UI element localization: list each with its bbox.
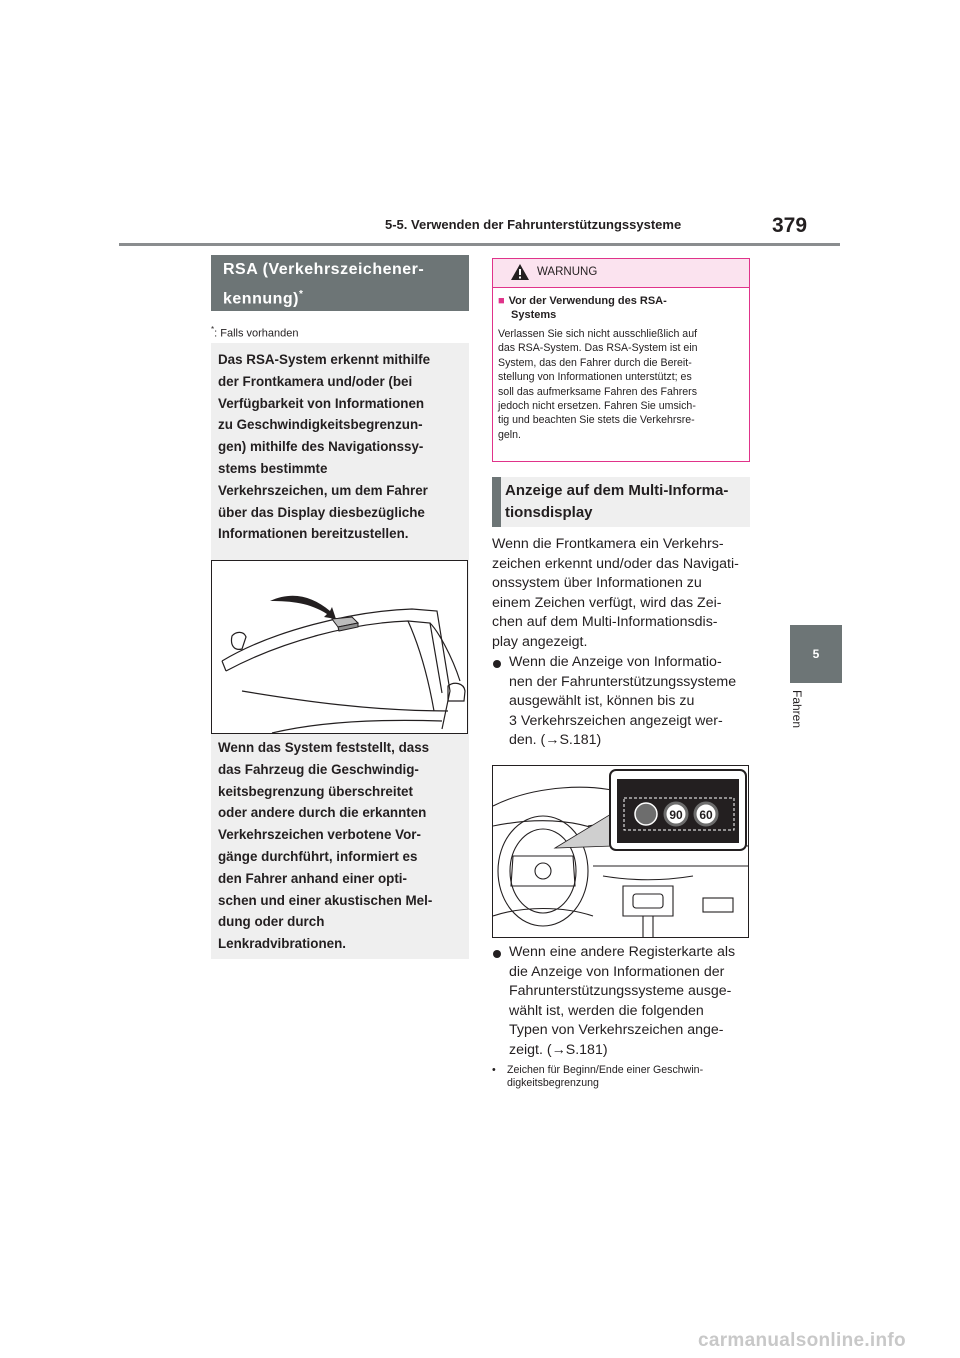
page-number: 379 — [772, 214, 808, 237]
rsa-intro-text — [218, 349, 463, 545]
windshield-drawing — [212, 561, 467, 733]
footnote — [211, 325, 299, 340]
text-line: zeichen erkennt und/oder das Navigati- — [492, 555, 739, 572]
text-line: oder andere durch die erkannten — [218, 805, 427, 821]
text-line: Verfügbarkeit von Informationen — [218, 395, 425, 411]
footnote-text: : Falls vorhanden — [214, 327, 299, 340]
rsa-heading-footnote-marker: * — [299, 289, 304, 300]
text-line: soll das aufmerksame Fahren des Fahrers — [498, 385, 698, 398]
text-line: Vor der Verwendung des RSA- — [508, 295, 667, 307]
text-line: tig und beachten Sie stets die Verkehrsre- — [498, 414, 695, 427]
rsa-heading-line2: kennung) — [223, 290, 299, 308]
display-section-body — [492, 535, 750, 652]
sub-bullet-marker: • — [492, 1064, 496, 1076]
text-line: Wenn die Anzeige von Informatio- — [509, 654, 722, 670]
warning-triangle-icon — [510, 263, 530, 281]
rsa-heading-line1: RSA (Verkehrszeichener- — [223, 261, 425, 278]
text-line: Lenkradvibrationen. — [218, 936, 346, 952]
bullet-item-other-tab — [509, 943, 753, 1060]
text-line: Systems — [511, 309, 557, 321]
watermark: carmanualsonline.info — [698, 1330, 906, 1351]
text-line: onssystem über Informationen zu — [492, 575, 702, 591]
warning-box — [492, 258, 750, 462]
text-line: geln. — [498, 428, 521, 441]
warning-body — [498, 327, 744, 442]
text-line: den. (→S.181) — [509, 732, 602, 748]
text-line: stems bestimmte — [218, 460, 328, 476]
bullet-item-info-tab — [509, 653, 753, 751]
text-line: stellung von Informationen unterstützt; es — [498, 371, 692, 384]
text-line: Informationen bereitzustellen. — [218, 526, 409, 542]
text-line: chen auf dem Multi-Informationsdis- — [492, 614, 718, 630]
text-line: 3 Verkehrszeichen angezeigt wer- — [509, 712, 723, 729]
text-line: Wenn eine andere Registerkarte als — [509, 944, 736, 960]
square-bullet-icon: ■ — [498, 295, 505, 307]
bullet-dot-icon — [493, 950, 501, 958]
text-line: Verkehrszeichen, um dem Fahrer — [218, 482, 428, 498]
display-section-heading — [492, 477, 750, 527]
text-line: das RSA-System. Das RSA-System ist ein — [498, 342, 698, 355]
text-line: zeigt. (→S.181) — [509, 1041, 608, 1058]
text-line: digkeitsbegrenzung — [507, 1076, 599, 1089]
warning-header — [493, 259, 749, 288]
text-line: über das Display diesbezügliche — [218, 504, 425, 520]
header-divider — [119, 243, 840, 246]
text-line: wählt ist, werden die folgenden — [509, 1002, 704, 1019]
text-line: Zeichen für Beginn/Ende einer Geschwin- — [507, 1064, 704, 1076]
text-line: Verlassen Sie sich nicht ausschließlich auf — [498, 328, 698, 340]
text-line: Anzeige auf dem Multi-Informa- — [505, 482, 729, 499]
warning-title: WARNUNG — [537, 266, 598, 278]
text-line: der Frontkamera und/oder (bei — [218, 373, 413, 389]
speed-limit-value: 90 — [669, 808, 683, 822]
text-line: play angezeigt. — [492, 633, 588, 650]
text-line: die Anzeige von Informationen der — [509, 963, 725, 980]
traffic-sign-icon — [635, 803, 657, 825]
text-line: dung oder durch — [218, 914, 325, 930]
warning-subheading — [498, 294, 743, 322]
text-line: den Fahrer anhand einer opti- — [218, 870, 407, 886]
text-line: keitsbegrenzung überschreitet — [218, 783, 413, 799]
text-line: gen) mithilfe des Navigationssy- — [218, 439, 424, 455]
multi-info-display-screen — [610, 770, 746, 850]
text-line: System, das den Fahrer durch die Bereit- — [498, 356, 692, 369]
text-line: Das RSA-System erkennt mithilfe — [218, 352, 431, 367]
windshield-camera-illustration — [211, 560, 468, 734]
text-line: tionsdisplay — [505, 504, 593, 521]
text-line: Typen von Verkehrszeichen ange- — [509, 1022, 724, 1038]
text-line: Fahrunterstützungssysteme ausge- — [509, 983, 732, 999]
camera-module — [332, 617, 358, 631]
speed-limit-value: 60 — [699, 808, 713, 822]
text-line: einem Zeichen verfügt, wird das Zei- — [492, 594, 722, 611]
text-line: jedoch nicht ersetzen. Fahren Sie umsich- — [498, 400, 696, 413]
footnote-marker: * — [211, 325, 215, 334]
text-line: Wenn die Frontkamera ein Verkehrs- — [492, 536, 724, 552]
text-line: nen der Fahrunterstützungssysteme — [509, 673, 737, 690]
text-line: ausgewählt ist, können bis zu — [509, 693, 695, 709]
text-line: zu Geschwindigkeitsbegrenzun- — [218, 417, 423, 433]
rsa-detail-text — [218, 737, 463, 955]
text-line: Wenn das System feststellt, dass — [218, 740, 430, 755]
text-line: das Fahrzeug die Geschwindig- — [218, 761, 419, 777]
chapter-tab[interactable] — [790, 625, 842, 683]
text-line: gänge durchführt, informiert es — [218, 848, 418, 864]
chapter-label: Fahren — [790, 690, 804, 729]
running-header-title: 5-5. Verwenden der Fahrunterstützungssysteme — [385, 217, 682, 232]
text-line: schen und einer akustischen Mel- — [218, 892, 433, 908]
dashboard-display-illustration — [492, 765, 749, 938]
rsa-section-heading — [211, 255, 469, 311]
bullet-dot-icon — [493, 660, 501, 668]
pointer-arrow — [270, 596, 336, 619]
chapter-number: 5 — [812, 647, 820, 661]
text-line: Verkehrszeichen verbotene Vor- — [218, 827, 421, 843]
dashboard-drawing — [493, 766, 748, 937]
